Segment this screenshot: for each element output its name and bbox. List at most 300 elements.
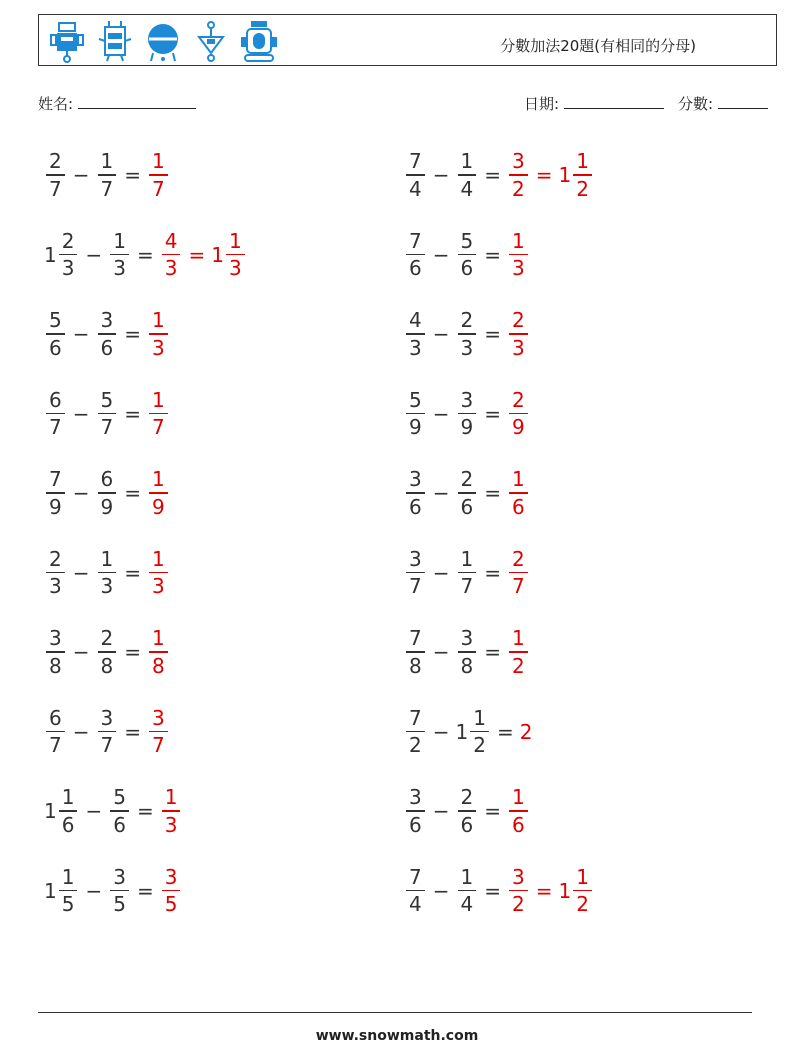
minus-sign: − [72,719,90,744]
operand-a-denominator: 2 [409,733,422,758]
operand-b-fraction-bar [98,651,117,653]
operand-b-numerator: 2 [460,785,474,810]
equals-sign: = [484,481,501,505]
answer-denominator: 7 [152,176,165,201]
operand-b-fraction [458,627,477,677]
answer [147,389,170,439]
score-field [678,93,768,114]
operand-b-fraction [98,468,117,518]
answer-numerator: 2 [512,546,525,571]
minus-sign: − [85,878,103,903]
equals-sign: = [484,242,501,267]
robot-4-icon [191,19,231,63]
header-box [38,14,777,66]
operand-b-numerator: 2 [100,626,114,651]
equals-sign: = [124,719,141,744]
operand-b-fraction [98,548,117,598]
operand-b-number [96,468,119,518]
answer-fraction [509,468,528,518]
answer-denominator: 6 [512,494,525,519]
operand-a-numerator: 7 [409,864,422,889]
answer [147,548,170,598]
answer-numerator: 1 [576,149,589,174]
operand-b-fraction-bar [458,333,477,335]
operand-b-fraction-bar [98,572,117,574]
operand-a-numerator: 7 [409,228,422,253]
footer-url: www.snowmath.com [315,1028,479,1044]
operand-a-denominator: 7 [49,176,62,201]
operand-a-fraction [46,548,65,598]
operand-a-fraction [406,548,425,598]
answer-number [507,309,530,359]
equals-sign: = [124,560,141,585]
answer-denominator: 3 [164,256,178,281]
operand-a-fraction-bar [46,333,65,335]
operand-b-numerator: 5 [460,228,474,253]
answer-whole: 1 [558,163,572,187]
operand-b-fraction-bar [458,254,477,256]
operand-b-fraction-bar [458,174,477,176]
operand-a-fraction [406,230,425,280]
operand-a-number [404,230,427,280]
minus-sign: − [432,560,450,585]
name-field [38,93,196,114]
answer-whole: 1 [211,242,224,267]
answer-fraction [149,548,168,598]
operand-a-fraction-bar [406,492,425,494]
operand-a-fraction [46,150,65,200]
operand-b-fraction-bar [458,810,477,812]
operand-a-fraction [59,786,78,836]
answer-fraction-bar [149,413,168,415]
operand-a-fraction [46,707,65,757]
operand-b-fraction-bar [458,492,477,494]
answer-numerator: 1 [512,467,525,492]
answer-fraction [149,309,168,359]
minus-sign: − [432,242,450,267]
answer [507,389,530,439]
operand-a-number [44,866,79,916]
operand-b-number [108,230,131,280]
minus-sign: − [432,322,450,346]
problem-item [44,617,170,687]
name-label: 姓名: [38,95,74,113]
answer-fraction-bar [162,890,181,892]
operand-b-number [96,150,119,200]
answer-fraction-bar [509,810,528,812]
answer [507,548,530,598]
operand-b-numerator: 5 [113,785,126,810]
answer-denominator: 3 [512,335,525,360]
answer-fraction [149,389,168,439]
operand-b-number [456,309,479,359]
minus-sign: − [432,878,450,903]
minus-sign: − [72,481,90,505]
answer-number [160,866,183,916]
robot-3-icon [143,19,183,63]
operand-b-denominator: 7 [100,415,114,440]
answer-numerator: 3 [512,149,525,174]
answer-fraction [509,150,528,200]
operand-b-numerator: 3 [113,864,126,889]
operand-a-fraction [406,468,425,518]
operand-b-number [108,866,131,916]
operand-a-fraction-bar [406,810,425,812]
answer-fraction-bar [509,492,528,494]
operand-b-numerator: 1 [113,228,126,253]
answer [507,866,594,916]
operand-b-fraction [458,866,477,916]
answer-fraction [509,309,528,359]
answer-fraction [162,786,181,836]
operand-b-numerator: 3 [460,387,474,412]
operand-b-denominator: 7 [100,733,114,758]
problem-item [44,299,170,369]
answer-fraction-bar [149,572,168,574]
answer-whole: 1 [558,878,572,903]
answer-denominator: 7 [152,733,165,758]
operand-b-denominator: 9 [460,415,474,440]
operand-b-fraction [98,309,117,359]
answer-number [160,786,183,836]
operand-b-numerator: 1 [100,546,114,571]
problem-item [44,379,170,449]
problem-item [404,776,530,846]
operand-a-number [44,468,67,518]
operand-a-fraction-bar [46,492,65,494]
footer-divider [38,1012,752,1013]
operand-a-fraction [406,707,425,757]
operand-a-whole: 1 [44,878,57,903]
answer-fraction-bar [509,333,528,335]
operand-b-number [96,707,119,757]
minus-sign: − [432,719,450,744]
operand-b-number [456,230,479,280]
answer-number [507,150,530,200]
equals-sign: = [136,878,154,903]
answer-number [507,786,530,836]
answer-fraction [149,707,168,757]
operand-b-numerator: 2 [460,467,474,492]
answer-fraction-bar [162,810,181,812]
operand-b-fraction [98,389,117,439]
problem-item [404,379,530,449]
answer [147,468,170,518]
operand-b-fraction [458,230,477,280]
operand-a-numerator: 3 [409,467,422,492]
operand-b-fraction [110,786,129,836]
operand-a-fraction-bar [46,651,65,653]
equals-sign: = [484,560,501,585]
score-label: 分數: [678,95,714,113]
answer-number [211,230,246,280]
operand-b-number [456,150,479,200]
answer-fraction-bar [573,174,592,176]
answer-fraction-bar [149,492,168,494]
answer-equals-sign: = [188,242,206,267]
operand-a-denominator: 8 [409,653,422,678]
problem-item [404,856,594,926]
operand-a-whole: 1 [44,799,57,823]
operand-a-denominator: 8 [49,653,62,678]
answer [507,150,594,200]
answer-numerator: 3 [164,864,178,889]
answer-numerator: 2 [512,308,525,333]
operand-b-number [456,548,479,598]
answer-number [147,389,170,439]
operand-a-number [404,866,427,916]
operand-a-numerator: 6 [49,705,62,730]
answer-numerator: 3 [152,705,165,730]
problem-item [404,617,530,687]
problem-item [404,538,530,608]
operand-b-fraction-bar [98,333,117,335]
operand-a-number [404,548,427,598]
operand-a-denominator: 6 [49,335,62,360]
operand-a-number [404,309,427,359]
answer-fraction [509,627,528,677]
answer-numerator: 1 [152,149,165,174]
answer-fraction-bar [509,572,528,574]
operand-a-numerator: 3 [409,785,422,810]
operand-a-fraction [46,309,65,359]
answer [160,866,183,916]
operand-a-denominator: 6 [409,494,422,519]
operand-a-fraction-bar [46,731,65,733]
answer-fraction [573,866,592,916]
operand-b-denominator: 8 [100,653,114,678]
answer-number [507,627,530,677]
minus-sign: − [72,560,90,585]
operand-b-fraction-bar [110,810,129,812]
operand-a-fraction-bar [406,890,425,892]
answer-number [559,150,594,200]
operand-b-fraction [458,786,477,836]
answer-denominator: 3 [512,256,525,281]
answer-numerator: 1 [152,546,165,571]
operand-a-fraction [406,786,425,836]
operand-b-denominator: 6 [100,335,114,360]
answer-fraction-bar [226,254,245,256]
answer-numerator: 3 [512,864,525,889]
answer-denominator: 2 [512,892,525,917]
problem-item [44,776,182,846]
answer-fraction [162,230,181,280]
operand-b-numerator: 5 [100,387,114,412]
equals-sign: = [484,640,501,664]
operand-b-numerator: 1 [473,705,486,730]
answer [147,707,170,757]
answer-denominator: 2 [576,892,589,917]
operand-b-fraction-bar [458,890,477,892]
operand-a-number [404,786,427,836]
operand-a-numerator: 7 [409,149,422,174]
operand-a-numerator: 7 [49,467,62,492]
answer-number [147,150,170,200]
operand-b-numerator: 1 [460,864,474,889]
operand-a-numerator: 7 [409,626,422,651]
answer-numerator: 1 [152,467,165,492]
answer-number [520,720,533,744]
name-blank[interactable] [78,94,196,109]
equals-sign: = [124,401,141,426]
operand-a-fraction [406,150,425,200]
operand-a-denominator: 3 [49,574,62,599]
answer-equals-sign: = [535,163,553,187]
operand-a-number [44,786,79,836]
answer-fraction [149,468,168,518]
answer-denominator: 3 [164,812,178,837]
operand-a-number [44,707,67,757]
operand-b-numerator: 3 [100,705,114,730]
answer-fraction [509,866,528,916]
operand-b-fraction-bar [110,254,129,256]
answer-denominator: 2 [512,653,525,678]
answer-number [507,389,530,439]
answer-numerator: 1 [152,626,165,651]
answer-number [507,468,530,518]
operand-a-fraction-bar [59,254,78,256]
operand-b-fraction-bar [110,890,129,892]
answer-number [160,230,183,280]
operand-a-fraction-bar [46,413,65,415]
operand-a-denominator: 4 [409,892,422,917]
answer-fraction-bar [149,174,168,176]
operand-b-fraction [458,150,477,200]
operand-b-fraction-bar [98,731,117,733]
equals-sign: = [136,799,154,823]
answer-denominator: 3 [228,256,242,281]
operand-a-number [44,150,67,200]
date-label: 日期: [524,95,560,113]
operand-b-number [96,389,119,439]
problem-item [44,856,182,926]
answer-denominator: 5 [164,892,178,917]
answer-fraction [226,230,245,280]
answer-numerator: 1 [164,785,178,810]
operand-a-number [44,230,79,280]
operand-b-fraction [458,468,477,518]
answer [507,627,530,677]
answer [147,309,170,359]
date-field [524,93,664,114]
score-blank[interactable] [718,94,768,109]
operand-b-fraction-bar [98,413,117,415]
answer-fraction-bar [162,254,181,256]
answer [147,627,170,677]
operand-b-denominator: 9 [100,494,114,519]
robot-icons [47,19,279,63]
operand-a-fraction-bar [406,413,425,415]
problem-item [44,538,170,608]
operand-b-number [456,627,479,677]
answer-fraction [509,389,528,439]
answer-numerator: 1 [576,864,589,889]
answer-fraction-bar [509,174,528,176]
problem-item [404,299,530,369]
answer-whole: 2 [519,719,533,744]
operand-a-number [404,150,427,200]
worksheet-title: 分數加法20題(有相同的分母) [500,37,696,55]
operand-a-fraction-bar [406,174,425,176]
operand-b-numerator: 1 [460,149,474,174]
minus-sign: − [85,242,103,267]
operand-b-number [456,389,479,439]
operand-b-numerator: 1 [460,546,474,571]
answer [507,786,530,836]
equals-sign: = [484,163,501,187]
answer [160,786,183,836]
answer-number [147,548,170,598]
operand-b-fraction-bar [458,413,477,415]
answer-denominator: 6 [512,812,525,837]
operand-a-number [44,309,67,359]
answer-number [507,548,530,598]
answer-fraction [162,866,181,916]
answer-denominator: 7 [152,415,165,440]
operand-a-numerator: 7 [409,705,422,730]
minus-sign: − [432,640,450,664]
equals-sign: = [124,163,141,187]
operand-b-denominator: 5 [113,892,126,917]
date-blank[interactable] [564,94,664,109]
operand-b-denominator: 6 [460,812,474,837]
operand-a-fraction-bar [406,333,425,335]
operand-b-fraction-bar [458,572,477,574]
operand-b-fraction [110,866,129,916]
operand-a-fraction [46,468,65,518]
operand-a-denominator: 6 [61,812,75,837]
operand-a-number [404,707,427,757]
answer-number [147,627,170,677]
answer-fraction-bar [509,890,528,892]
problem-item [404,458,530,528]
operand-a-fraction [406,866,425,916]
operand-b-denominator: 4 [460,892,474,917]
operand-b-fraction [98,627,117,677]
operand-b-number [456,786,479,836]
operand-a-numerator: 1 [61,864,75,889]
answer-numerator: 1 [152,308,165,333]
answer-number [147,468,170,518]
equals-sign: = [124,640,141,664]
operand-b-denominator: 8 [460,653,474,678]
operand-b-numerator: 3 [460,626,474,651]
operand-b-numerator: 3 [100,308,114,333]
operand-a-numerator: 2 [61,228,75,253]
operand-b-fraction [458,548,477,598]
answer-denominator: 9 [512,415,525,440]
equals-sign: = [484,401,501,426]
operand-b-denominator: 6 [460,256,474,281]
answer [507,468,530,518]
operand-a-denominator: 4 [409,176,422,201]
operand-b-denominator: 7 [460,574,474,599]
minus-sign: − [72,163,90,187]
operand-b-fraction-bar [458,651,477,653]
operand-a-fraction [406,389,425,439]
answer-numerator: 4 [164,228,178,253]
answer-denominator: 7 [512,574,525,599]
operand-b-number [108,786,131,836]
equals-sign: = [136,242,154,267]
answer-numerator: 1 [152,387,165,412]
operand-a-denominator: 3 [61,256,75,281]
answer-fraction-bar [509,254,528,256]
operand-a-numerator: 5 [49,308,62,333]
operand-a-denominator: 9 [49,494,62,519]
answer [160,230,247,280]
